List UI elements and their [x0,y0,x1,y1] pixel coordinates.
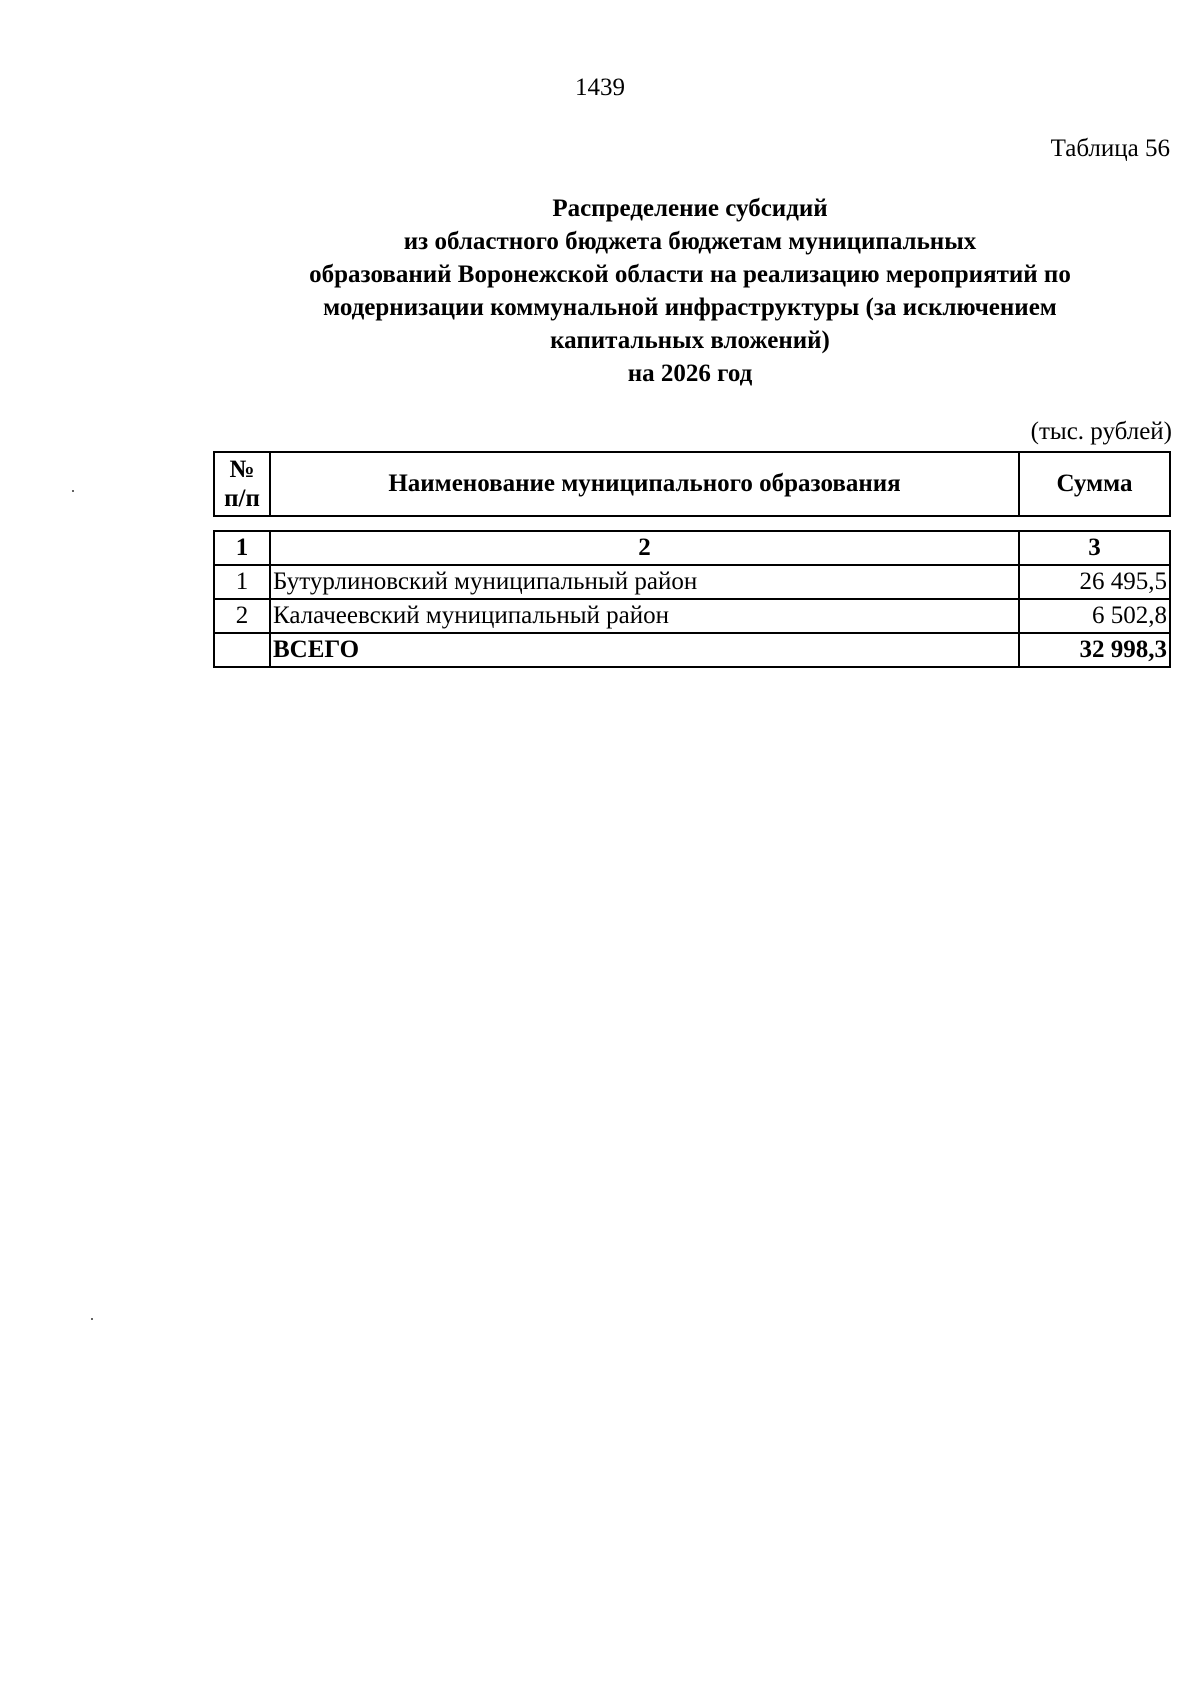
total-name-cell: ВСЕГО [270,633,1019,667]
table-label: Таблица 56 [1050,135,1170,162]
title-line: модернизации коммунальной инфраструктуры (за исключением [323,294,1057,321]
column-number-cell: 2 [270,531,1019,565]
row-name-cell: Калачеевский муниципальный район [270,599,1019,633]
header-num-cell [214,452,270,516]
document-title [220,192,1160,390]
total-sum-cell: 32 998,3 [1019,633,1170,667]
header-num-abbrev: п/п [224,485,260,512]
row-num-cell: 2 [214,599,270,633]
table-row [214,565,1170,599]
row-name-cell: Бутурлиновский муниципальный район [270,565,1019,599]
title-line: образований Воронежской области на реализацию мероприятий по [309,261,1071,288]
title-line: капитальных вложений) [550,327,830,354]
units-label: (тыс. рублей) [1030,418,1172,445]
total-num-cell [214,633,270,667]
column-number-cell: 1 [214,531,270,565]
column-number-row [214,531,1170,565]
header-row [214,452,1170,516]
scan-speck [91,1318,93,1320]
row-sum-cell: 26 495,5 [1019,565,1170,599]
scan-speck [72,490,74,492]
row-sum-cell: 6 502,8 [1019,599,1170,633]
table-header [213,451,1171,517]
title-line: Распределение субсидий [552,195,828,222]
data-table [213,530,1171,668]
header-name-cell: Наименование муниципального образования [270,452,1019,516]
title-line: из областного бюджета бюджетам муниципальных [403,228,977,255]
header-sum-cell: Сумма [1019,452,1170,516]
row-num-cell: 1 [214,565,270,599]
table-row [214,599,1170,633]
page-number: 1439 [575,74,625,101]
header-num-symbol: № [229,456,255,483]
title-line: на 2026 год [627,360,753,387]
column-number-cell: 3 [1019,531,1170,565]
total-row [214,633,1170,667]
